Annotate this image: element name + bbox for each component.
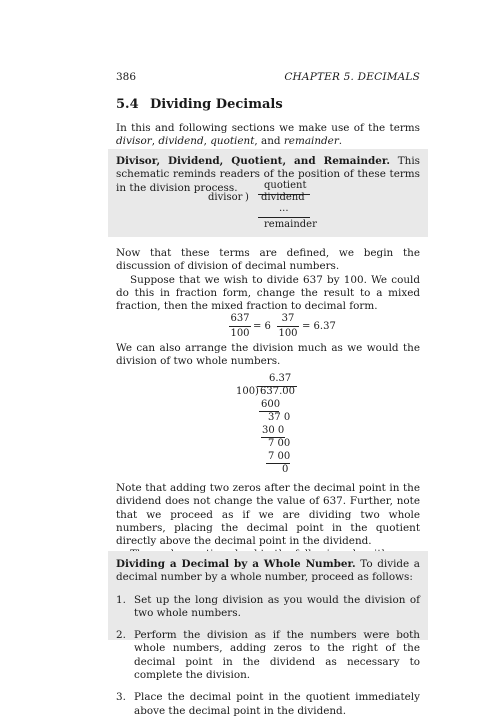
- list-item-number: 3.: [116, 691, 126, 704]
- equation-mixed: = 6: [253, 321, 271, 332]
- schematic-rule: [258, 217, 310, 218]
- body-paragraphs: [116, 247, 420, 313]
- fraction-numerator: 37: [281, 313, 295, 324]
- paragraph: Now that these terms are defined, we begin the discussion of division of decimal numbers.: [116, 247, 420, 273]
- paragraph: Suppose that we wish to divide 637 by 100. We could do this in fraction form, change the result to a mixed fraction, then the mixed fraction to decimal form.: [116, 273, 420, 313]
- paragraph: We can also arrange the division much as we would the division of two whole numbers.: [116, 342, 420, 368]
- long-division-step: 0: [282, 464, 289, 475]
- term-dividend: dividend: [158, 135, 204, 148]
- list-item-text: Perform the division as if the numbers were both whole numbers, adding zeros to the right of the decimal point in the dividend as necessary to complete the division.: [134, 629, 420, 682]
- intro-text: In this and following sections we make use of the terms: [116, 122, 420, 134]
- list-item: [116, 629, 420, 682]
- list-item: [116, 691, 420, 718]
- page-number: 386: [116, 71, 137, 83]
- list-item-text: Set up the long division as you would the division of two whole numbers.: [134, 593, 420, 619]
- section-title: [116, 97, 283, 112]
- fraction-bar: [229, 326, 251, 327]
- definition-heading: Divisor, Dividend, Quotient, and Remainder.: [116, 155, 391, 167]
- long-division-step: 600: [261, 399, 281, 410]
- list-item-number: 2.: [116, 629, 126, 642]
- section-title-text: Dividing Decimals: [150, 97, 283, 112]
- fraction-denominator: 100: [230, 328, 250, 339]
- long-division-step: 37 0: [268, 412, 291, 423]
- body-paragraphs: [116, 342, 420, 369]
- long-division-bracket: ): [255, 386, 259, 397]
- fraction-denominator: 100: [278, 328, 298, 339]
- fraction-bar: [277, 326, 299, 327]
- schematic-dividend: dividend: [261, 192, 305, 203]
- list-item-number: 1.: [116, 593, 126, 606]
- term-quotient: quotient: [210, 135, 255, 148]
- intro-sep: , and: [254, 135, 284, 148]
- fraction-numerator: 637: [230, 313, 250, 324]
- chapter-header: CHAPTER 5. DECIMALS: [284, 71, 420, 83]
- list-item: [116, 594, 420, 621]
- intro-sep: ,: [151, 135, 159, 148]
- term-remainder: remainder: [283, 135, 339, 148]
- schematic-divisor: divisor: [208, 192, 243, 203]
- algorithm-steps: [116, 594, 420, 718]
- intro-sep: ,: [203, 135, 211, 148]
- paragraph: Note that adding two zeros after the decimal point in the dividend does not change the value of 637. Further, note that we proceed as if we are dividing two whole numbers, placing the decimal point in the quotient directly above the decimal point in the dividend.: [116, 482, 420, 548]
- schematic-quotient: quotient: [264, 180, 307, 191]
- algorithm-box: [108, 551, 428, 717]
- section-number: 5.4: [116, 97, 139, 112]
- equation-result: = 6.37: [302, 321, 336, 332]
- long-division-step: 30 0: [262, 425, 285, 436]
- long-division-divisor: 100: [236, 386, 256, 397]
- algorithm-body: To divide a decimal number by a whole number, proceed as follows:: [116, 558, 420, 584]
- schematic-dots: ...: [279, 203, 289, 214]
- algorithm-text: [116, 558, 420, 727]
- long-division-dividend: 637.00: [260, 386, 295, 397]
- intro-paragraph: [116, 122, 420, 149]
- definition-body: This schematic reminds readers of the position of these terms in the division process.: [116, 155, 420, 194]
- long-division-step: 7 00: [268, 451, 291, 462]
- intro-end: .: [338, 135, 343, 148]
- schematic-remainder: remainder: [264, 219, 317, 230]
- algorithm-heading: Dividing a Decimal by a Whole Number.: [116, 558, 356, 570]
- definition-box: [108, 149, 428, 237]
- term-divisor: divisor: [116, 135, 152, 148]
- long-division-step: 7 00: [268, 438, 291, 449]
- schematic-bracket: ): [245, 192, 249, 203]
- list-item-text: Place the decimal point in the quotient immediately above the decimal point in the dividend.: [134, 691, 420, 717]
- body-paragraphs: [116, 482, 420, 562]
- long-division-quotient: 6.37: [269, 373, 292, 384]
